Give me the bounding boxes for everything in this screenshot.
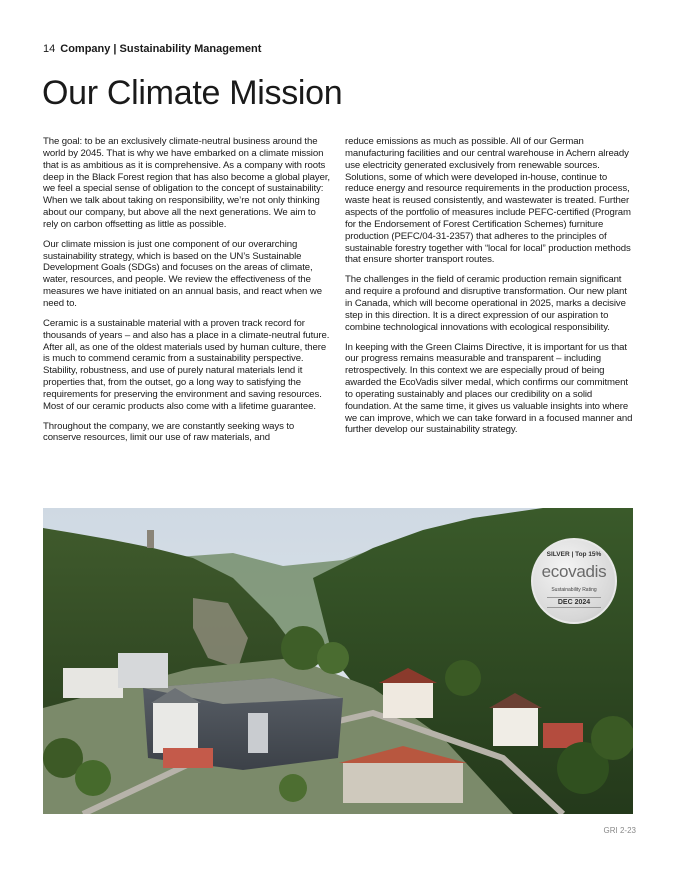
ecovadis-medal [531, 538, 617, 624]
badge-level: SILVER | Top 15% [546, 551, 602, 558]
paragraph: Ceramic is a sustainable material with a proven track record for thousands of years – and also has a place in a climate-neutral future. After all, as one of the oldest materials used by human culture, there is much to commend ceramic from a sustainability perspective. Stability, robustness, and use of purely natural materials lend it properties that, from the outset, go a long way to satisfying the requirements for preserving the environment and saving resources. Most of our ceramic products also come with a lifetime guarantee. [43, 317, 330, 412]
page-header [43, 42, 261, 56]
left-column [43, 136, 333, 452]
aerial-photo-town [43, 508, 633, 814]
page-number: 14 [43, 43, 56, 55]
page-title: Our Climate Mission [42, 74, 343, 112]
badge-brand: ecovadis [541, 562, 607, 581]
paragraph: In keeping with the Green Claims Directive, it is important for us that our progress remains measurable and transparent – including retrospectively. In this context we are especially proud of being awarded the EcoVadis silver medal, which confirms our commitment to operating sustainably and places our credibility on a solid foundation. At the same time, it gives us valuable insights into where we can improve, which we can take forward in a focused manner and further develop our sustainability strategy. [345, 341, 633, 436]
paragraph: Our climate mission is just one component of our overarching sustainability strategy, which is based on the UN’s Sustainable Development Goals (SDGs) and focuses on the areas of climate, water, resources, and people. We review the effectiveness of the measures we have initiated on an annual basis, and react when we need to. [43, 238, 322, 309]
ecovadis-badge [527, 534, 621, 628]
badge-date: DEC 2024 [547, 597, 601, 608]
paragraph: The goal: to be an exclusively climate-neutral business around the world by 2045. That is why we have embarked on a climate mission that is as ambitious as it is comprehensive. As a company with roots deep in the Black Forest region that has also become a global player, we feel a special sense of obligation to the concept of sustainability: When we talk about taking on responsibility, we’re not only thinking about our company, but above all the next generations. We aim to rely on carbon offsetting as little as possible. [43, 136, 330, 230]
badge-rating-label: Sustainability Rating [551, 587, 597, 593]
section-title: Company | Sustainability Management [60, 43, 262, 55]
paragraph: The challenges in the field of ceramic production remain significant and require a profound and disruptive transformation. Our new plant in Canada, which will become operational in 2025, marks a decisive step in this direction. It is a direct expression of our aspiration to combine technological innovations with ecological responsibility. [345, 274, 627, 333]
right-column [345, 136, 635, 444]
paragraph: reduce emissions as much as possible. All of our German manufacturing facilities and our central warehouse in Achern already use electricity generated exclusively from renewable sources. Solutions, some of which were developed in-house, continue to reduce energy and resource requirements in the production process, waste heat is reused consistently, and wastewater is treated. Further aspects of the portfolio of measures include PEFC-certified (Program for the Endorsement of Forest Certification Schemes) furniture production (PEFC/04-31-2357) that adheres to the principles of sustainable forestry together with “local for local” production methods that ensure shorter transport routes. [345, 136, 631, 266]
footer-reference: GRI 2-23 [603, 826, 636, 835]
paragraph: Throughout the company, we are constantly seeking ways to conserve resources, limit our use of raw materials, and [43, 420, 295, 444]
